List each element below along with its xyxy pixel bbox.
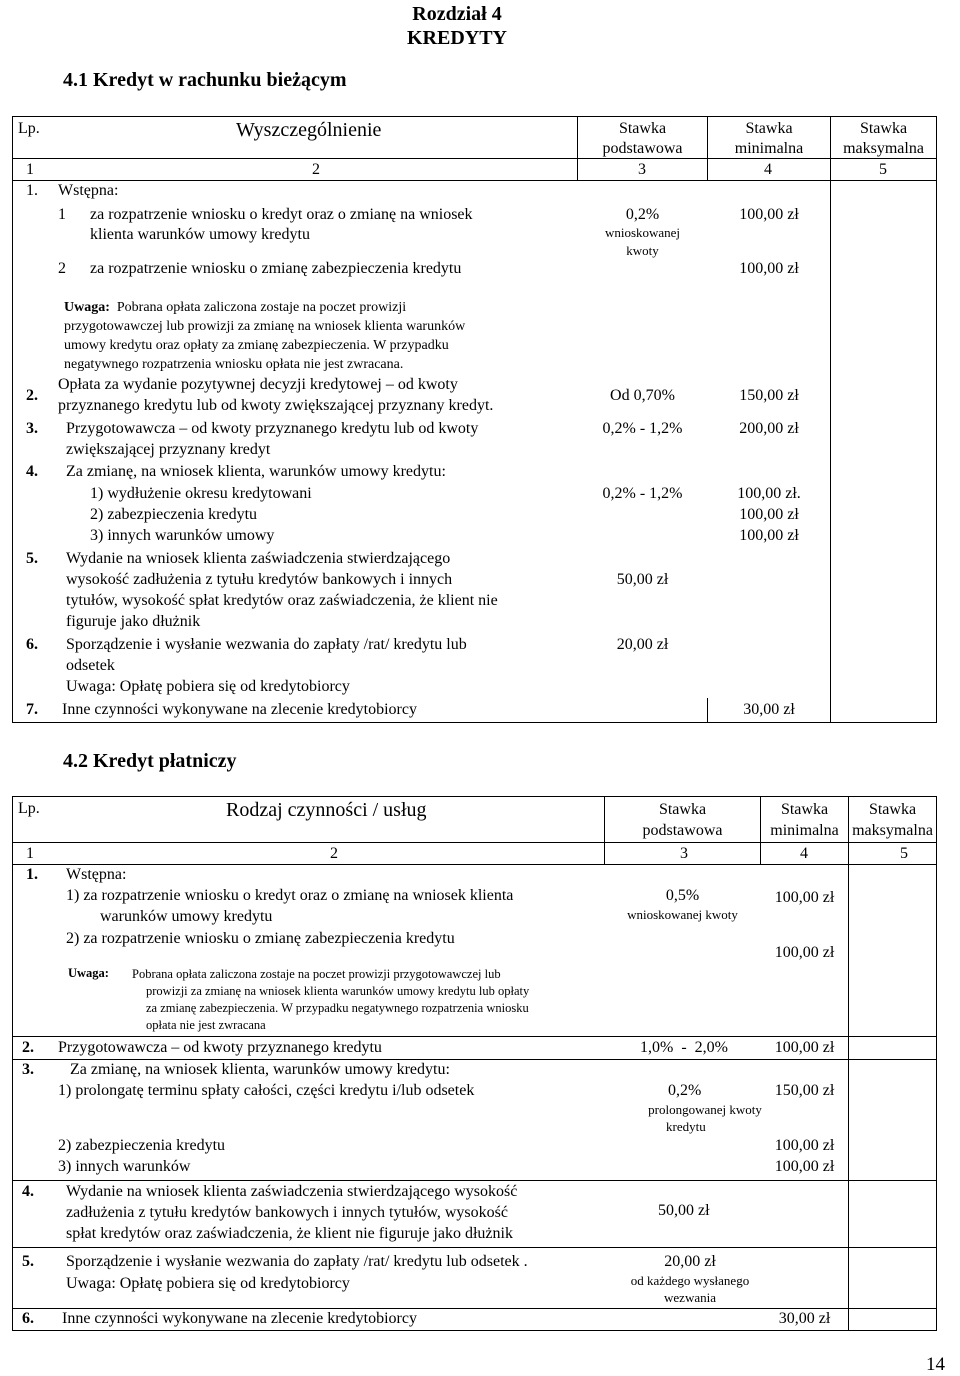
t1-r5-base-rate: 50,00 zł [616, 571, 669, 588]
t1-r1-base-note: kwoty [626, 243, 659, 258]
t2-r1-min-a: 100,00 zł [774, 889, 835, 906]
t1-r4-sub3: 3) innych warunków umowy [90, 527, 275, 544]
t2-r1-a-line1: 1) za rozpatrzenie wniosku o kredyt oraz o zmianę na wniosek klienta [66, 887, 514, 904]
t1-r4-min-2: 100,00 zł [739, 506, 799, 523]
t2-header-base-rate: Stawka podstawowa [642, 801, 723, 839]
t2-r3-sub3: 3) innych warunków [58, 1158, 191, 1175]
t1-r2-line1: Opłata za wydanie pozytywnej decyzji kredytowej – od kwoty [58, 376, 458, 393]
t2-r1-note: Pobrana opłata zaliczona zostaje na poczet prowizji przygotowawczej lub prowizji za zmianę na wniosek klienta warunków umowy kredytu lub opłaty za zmianę zabezpieczenia. W przypadku negatywnego rozpatrzenia wniosku opłata nie jest zwracana [132, 967, 530, 1032]
t2-r2-num: 2. [22, 1039, 34, 1056]
page-number: 14 [926, 1354, 945, 1375]
chapter-title-line1: Rozdział 4 [412, 3, 502, 25]
t2-col-num: 1 [26, 845, 34, 862]
section-2-title: 4.2 Kredyt płatniczy [63, 750, 237, 772]
t1-r2-min-rate: 150,00 zł [739, 387, 799, 404]
t1-r3-base-rate: 0,2% - 1,2% [602, 420, 683, 437]
t2-r1-b-text: 2) za rozpatrzenie wniosku o zmianę zabezpieczenia kredytu [66, 930, 455, 947]
t1-r7-line1: Inne czynności wykonywane na zlecenie kredytobiorcy [62, 701, 417, 718]
t2-r4-num: 4. [22, 1183, 34, 1200]
t1-r6-line1: Sporządzenie i wysłanie wezwania do zapłaty /rat/ kredytu lub [66, 636, 467, 653]
t2-header-min-rate: Stawka minimalna [770, 801, 839, 839]
t1-col-num: 4 [764, 161, 772, 178]
t2-r3-min-1: 150,00 zł [774, 1082, 835, 1099]
t1-r1-a-line2: klienta warunków umowy kredytu [90, 226, 310, 243]
t2-r2-line1: Przygotowawcza – od kwoty przyznanego kredytu [58, 1039, 382, 1056]
t1-r1-b-text: za rozpatrzenie wniosku o zmianę zabezpieczenia kredytu [90, 260, 462, 277]
t2-r3-base-rate: 0,2% [668, 1082, 702, 1099]
t2-r5-base-note: od każdego wysłanego [630, 1273, 750, 1288]
t2-header-lp: Lp. [18, 800, 40, 817]
section-1-title: 4.1 Kredyt w rachunku bieżącym [63, 69, 347, 91]
t2-r3-base-note: kredytu [666, 1119, 706, 1134]
t2-r4-line1: Wydanie na wniosek klienta zaświadczenia stwierdzającego wysokość [66, 1183, 518, 1200]
t1-r3-line2: zwiększającej przyznany kredyt [66, 441, 271, 458]
t1-header-min-rate: Stawka minimalna [734, 120, 804, 157]
t1-header-description: Wyszczególnienie [236, 119, 382, 141]
t1-r3-num: 3. [26, 420, 38, 437]
t1-r2-num: 2. [26, 387, 38, 404]
chapter-title [0, 2, 914, 50]
t1-r1-min-b: 100,00 zł [739, 260, 799, 277]
t1-r4-min-3: 100,00 zł [739, 527, 799, 544]
t1-header-max-rate: Stawka maksymalna [843, 120, 924, 157]
t1-r1-num: 1. [26, 182, 38, 199]
t1-r1-title: Wstępna: [58, 182, 119, 199]
t1-r2-line2: przyznanego kredytu lub od kwoty zwiększającej przyznany kredyt. [58, 397, 494, 414]
t2-r2-min-rate: 100,00 zł [774, 1039, 835, 1056]
t1-r5-num: 5. [26, 550, 38, 567]
t2-header-description: Rodzaj czynności / usług [226, 799, 427, 821]
t1-header-lp: Lp. [18, 120, 40, 137]
t1-r2-base-rate: Od 0,70% [610, 387, 675, 404]
chapter-title-line2: KREDYTY [406, 27, 507, 49]
t1-r6-base-rate: 20,00 zł [616, 636, 669, 653]
t1-r3-min-rate: 200,00 zł [739, 420, 799, 437]
t2-r1-base-note: wnioskowanej kwoty [627, 907, 738, 922]
t1-r5-line2: wysokość zadłużenia z tytułu kredytów bankowych i innych [66, 571, 453, 588]
t2-r3-sub1: 1) prolongatę terminu spłaty całości, części kredytu i/lub odsetek [58, 1082, 475, 1099]
t2-r3-title: Za zmianę, na wniosek klienta, warunków umowy kredytu: [70, 1061, 450, 1078]
t2-r3-min-3: 100,00 zł [774, 1158, 835, 1175]
t2-r2-base-rate: 1,0% - 2,0% [640, 1039, 728, 1056]
t2-r5-num: 5. [22, 1253, 34, 1270]
t2-col-num: 4 [800, 845, 808, 862]
t1-r6-num: 6. [26, 636, 38, 653]
t1-col-num: 5 [879, 161, 887, 178]
t2-r3-base-note: prolongowanej kwoty [648, 1102, 762, 1117]
t2-r1-base-rate: 0,5% [665, 887, 700, 904]
t2-header-max-rate: Stawka maksymalna [852, 801, 933, 839]
t2-r1-a-line2: warunków umowy kredytu [100, 908, 273, 925]
t2-r5-line1: Sporządzenie i wysłanie wezwania do zapłaty /rat/ kredytu lub odsetek . [66, 1253, 528, 1270]
t2-r5-base-rate: 20,00 zł [664, 1253, 716, 1270]
t2-r6-line1: Inne czynności wykonywane na zlecenie kredytobiorcy [62, 1310, 417, 1327]
t2-r4-line2: zadłużenia z tytułu kredytów bankowych i innych tytułów, wysokość [66, 1204, 508, 1221]
t2-col-num: 3 [680, 845, 688, 862]
t2-r1-min-b: 100,00 zł [774, 944, 835, 961]
t2-r5-note: Uwaga: Opłatę pobiera się od kredytobiorcy [66, 1275, 350, 1292]
t1-r4-sub1: 1) wydłużenie okresu kredytowani [90, 485, 312, 502]
t1-r4-min-1: 100,00 zł. [737, 485, 801, 502]
t2-col-num: 5 [900, 845, 908, 862]
t1-r5-line3: tytułów, wysokość spłat kredytów oraz zaświadczenia, że klient nie [66, 592, 498, 609]
t2-r1-title: Wstępna: [66, 866, 127, 883]
t1-r1-note: Uwaga: Pobrana opłata zaliczona zostaje na poczet prowizji przygotowawczej lub prowizji za zmianę na wniosek klienta warunków umowy kredytu oraz opłaty za zmianę zabezpieczenia. W przypadku negatywnego rozpatrzenia wniosku opłata nie jest zwracana. [64, 300, 466, 372]
t1-r4-title: Za zmianę, na wniosek klienta, warunków umowy kredytu: [66, 463, 446, 480]
t1-r7-num: 7. [26, 701, 38, 718]
t1-r4-sub2: 2) zabezpieczenia kredytu [90, 506, 258, 523]
t1-r1-base-rate: 0,2% [625, 206, 660, 223]
t1-r1-b-num: 2 [58, 260, 66, 277]
t1-r6-note: Uwaga: Opłatę pobiera się od kredytobiorcy [66, 678, 350, 695]
t2-r1-num: 1. [26, 866, 38, 883]
t2-r4-base-rate: 50,00 zł [658, 1202, 710, 1219]
t1-r4-base-rate: 0,2% - 1,2% [602, 485, 683, 502]
t2-r4-line3: spłat kredytów oraz zaświadczenia, że klient nie figuruje jako dłużnik [66, 1225, 513, 1242]
t1-col-num: 2 [312, 161, 320, 178]
t1-r1-a-num: 1 [58, 206, 66, 223]
t2-r3-sub2: 2) zabezpieczenia kredytu [58, 1137, 226, 1154]
t2-r1-note-label: Uwaga: [68, 966, 109, 980]
t2-r6-min-rate: 30,00 zł [778, 1310, 831, 1327]
t1-r3-line1: Przygotowawcza – od kwoty przyznanego kredytu lub od kwoty [66, 420, 479, 437]
t1-col-num: 1 [26, 161, 34, 178]
t1-header-base-rate: Stawka podstawowa [602, 120, 683, 157]
t1-r5-line1: Wydanie na wniosek klienta zaświadczenia stwierdzającego [66, 550, 451, 567]
t1-r5-line4: figuruje jako dłużnik [66, 613, 201, 630]
t1-col-num: 3 [638, 161, 646, 178]
t1-r1-base-note: wnioskowanej [604, 225, 681, 240]
t1-r7-min-rate: 30,00 zł [743, 701, 795, 718]
t1-r6-line2: odsetek [66, 657, 115, 674]
t1-r1-a-line1: za rozpatrzenie wniosku o kredyt oraz o zmianę na wniosek [90, 206, 473, 223]
t1-r4-num: 4. [26, 463, 38, 480]
t2-r3-min-2: 100,00 zł [774, 1137, 835, 1154]
t2-col-num: 2 [330, 845, 338, 862]
t2-r5-base-note: wezwania [664, 1290, 716, 1305]
t2-r3-num: 3. [22, 1061, 34, 1078]
t2-r6-num: 6. [22, 1310, 34, 1327]
t1-r1-min-a: 100,00 zł [739, 206, 799, 223]
